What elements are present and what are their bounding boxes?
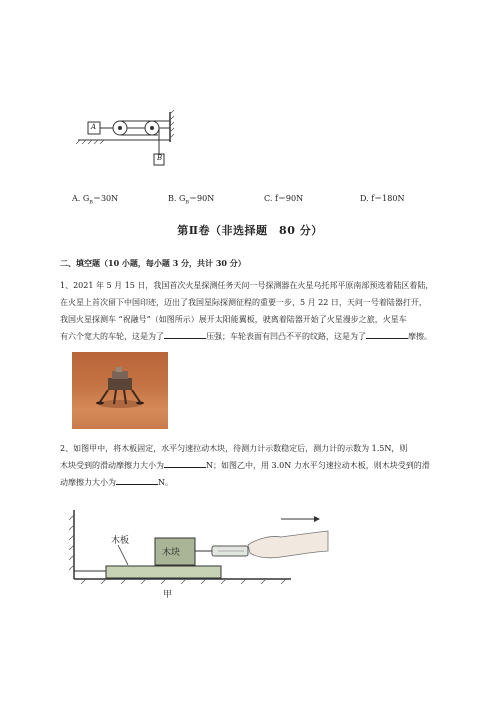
answer-blank[interactable] bbox=[116, 475, 158, 485]
mars-rover-photo bbox=[72, 352, 168, 429]
question-2 bbox=[60, 440, 445, 491]
fill-in-heading: 二、填空题（10 小题，每小题 3 分，共计 30 分） bbox=[60, 258, 246, 268]
option-b: B. $G_B=90N$ bbox=[168, 194, 215, 206]
q1-line: 有六个宽大的车轮，这是为了 压强；车轮表面有凹凸不平的纹路，这是为了 摩擦。 bbox=[60, 328, 445, 345]
section-title: 第Ⅱ卷（非选择题 80 分） bbox=[177, 224, 323, 237]
block-label: 木块 bbox=[162, 548, 181, 558]
question-1 bbox=[60, 277, 445, 345]
block-a-label: A bbox=[91, 123, 97, 131]
option-c: C. f＝90N bbox=[264, 194, 304, 203]
q2-line: 动摩擦力大小为 N。 bbox=[60, 474, 445, 491]
figure-caption: 甲 bbox=[163, 590, 173, 600]
friction-figure bbox=[66, 505, 336, 600]
option-d: D. f＝180N bbox=[360, 194, 405, 203]
option-a: A. $G_B=30N$ bbox=[72, 194, 119, 206]
q1-line: 在火星上首次留下中国印迹，迈出了我国星际探测征程的重要一步，5 月 22 日，天问一号着陆器打开， bbox=[60, 298, 427, 307]
answer-blank[interactable] bbox=[164, 458, 206, 468]
pulley-figure bbox=[70, 110, 190, 170]
q2-line: 木块受到的滑动摩擦力大小为 N；如图乙中，用 3.0N 力水平匀速拉动木板，则木块受到的滑 bbox=[60, 457, 445, 474]
q1-line: 1、2021 年 5 月 15 日，我国首次火星探测任务天问一号探测器在火星乌托邦平原南部预选着陆区着陆， bbox=[60, 281, 434, 290]
block-b-label: B bbox=[157, 154, 163, 162]
answer-blank[interactable] bbox=[164, 329, 206, 339]
q2-line: 2、如图甲中，将木板固定，水平匀速拉动木块，待测力计示数稳定后，测力计的示数为 1.5N，则 bbox=[60, 444, 408, 453]
board-label: 木板 bbox=[111, 536, 130, 546]
q1-line: 我国火星探测车 “祝融号”（如图所示）展开太阳能翼板，驶离着陆器开始了火星漫步之旅，火星车 bbox=[60, 315, 407, 324]
answer-blank[interactable] bbox=[366, 329, 408, 339]
